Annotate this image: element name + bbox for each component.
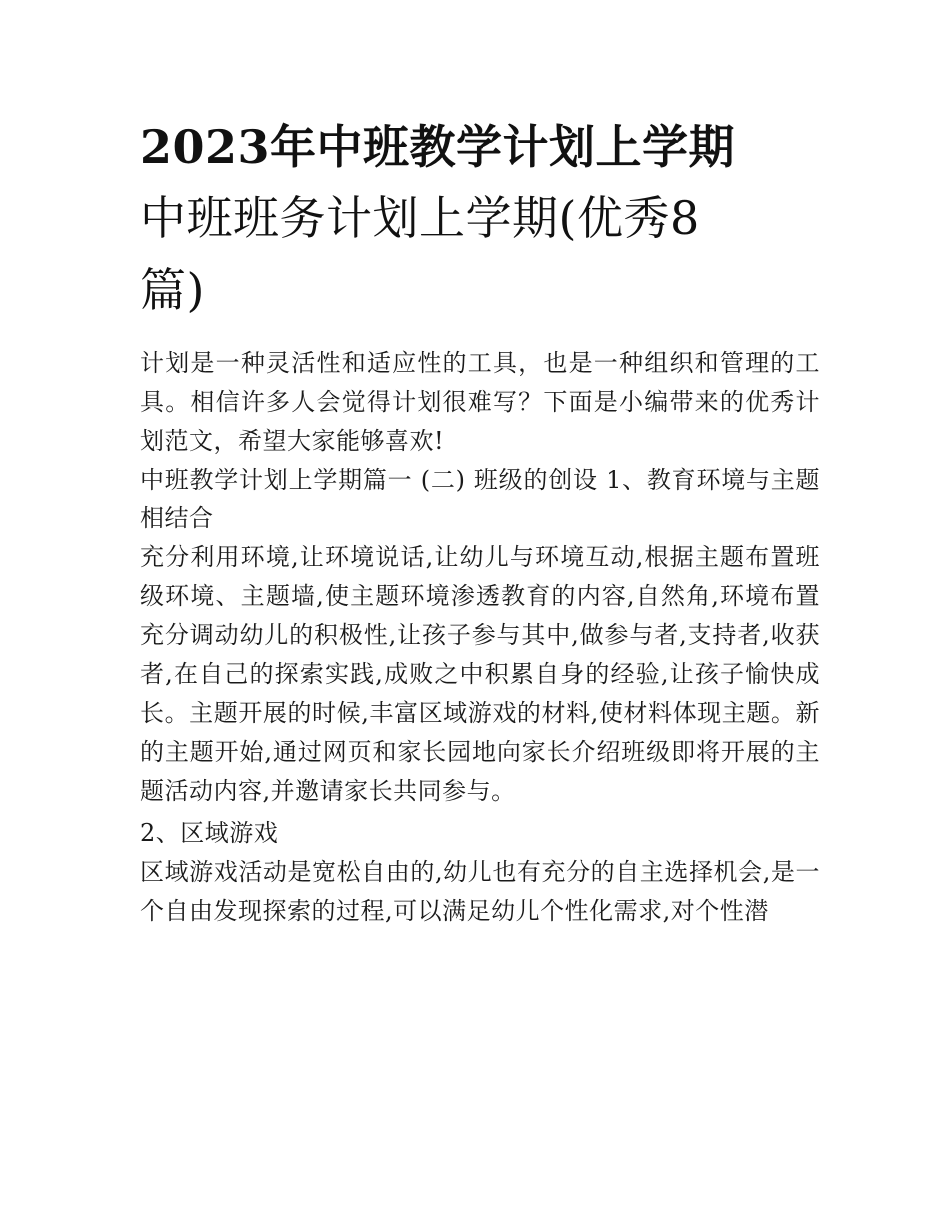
intro-paragraph: 计划是一种灵活性和适应性的工具，也是一种组织和管理的工具。相信许多人会觉得计划很难写？下面是小编带来的优秀计划范文，希望大家能够喜欢! (140, 348, 820, 455)
title-line-1: 2023年中班教学计划上学期 (140, 120, 736, 174)
section2-body: 区域游戏活动是宽松自由的,幼儿也有充分的自主选择机会,是一个自由发现探索的过程,可以满足幼儿个性化需求,对个性潜 (140, 858, 820, 926)
document-title (140, 112, 760, 326)
section1-heading: 中班教学计划上学期篇一 (二) 班级的创设 1、教育环境与主题相结合 (140, 465, 820, 533)
document-page (140, 112, 820, 931)
section1-body: 充分利用环境,让环境说话,让幼儿与环境互动,根据主题布置班级环境、主题墙,使主题环境渗透教育的内容,自然角,环境布置充分调动幼儿的积极性,让孩子参与其中,做参与者,支持者,收获者,在自己的探索实践,成败之中积累自身的经验,让孩子愉快成长。主题开展的时候,丰富区域游戏的材料,使材料体现主题。新的主题开始,通过网页和家长园地向家长介绍班级即将开展的主题活动内容,并邀请家长共同参与。 (140, 543, 820, 805)
section2-heading: 2、区域游戏 (140, 819, 279, 848)
title-line-2: 中班班务计划上学期(优秀8篇) (140, 191, 700, 317)
